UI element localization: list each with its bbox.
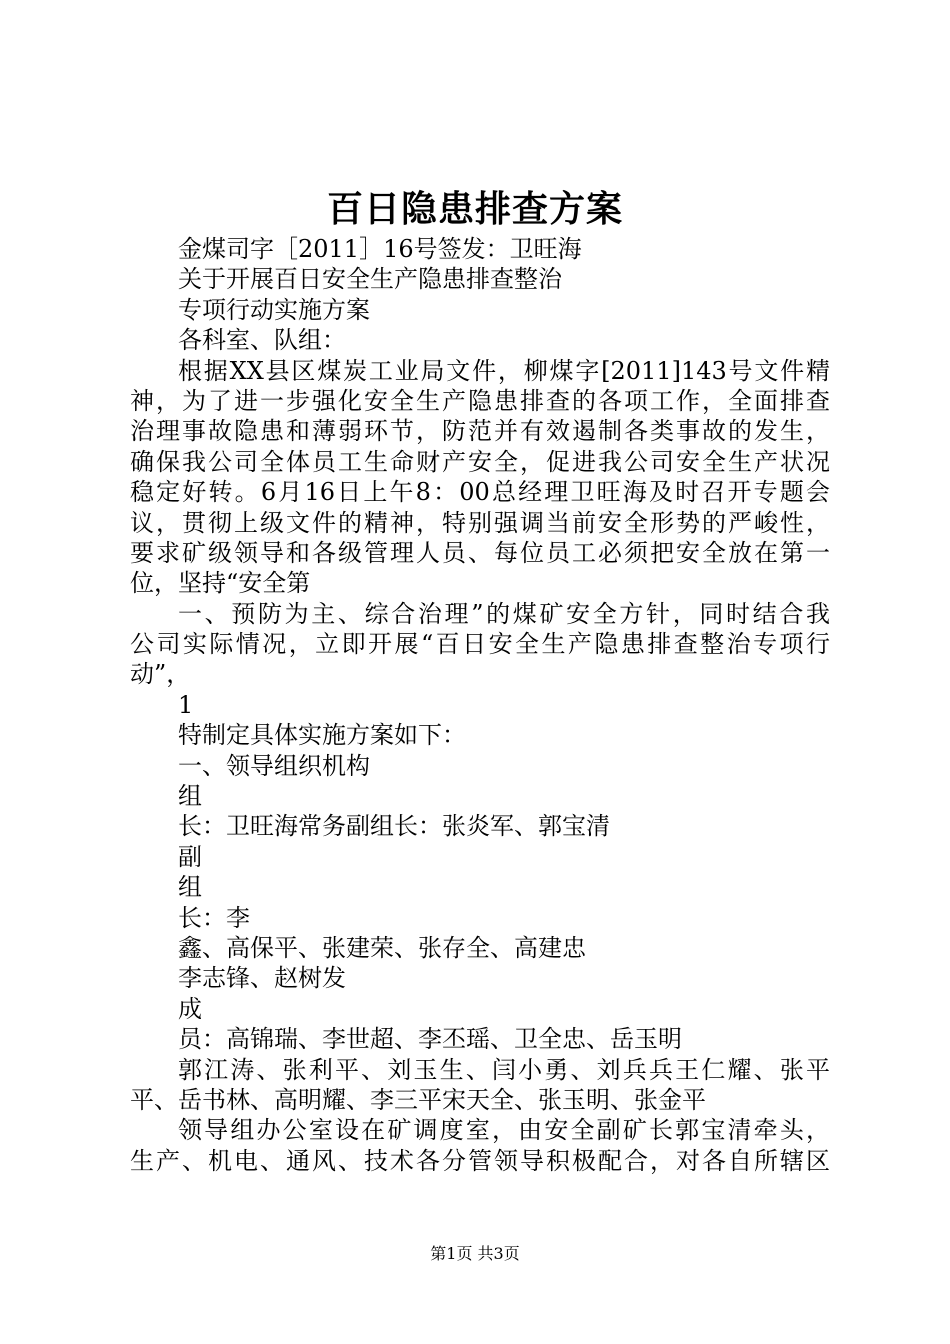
- body-line: 公司实际情况，立即开展“百日安全生产隐患排查整治专项行: [130, 630, 830, 659]
- body-line: 各科室、队组：: [178, 326, 346, 355]
- body-line: 郭江涛、张利平、刘玉生、闫小勇、刘兵兵王仁耀、张平: [178, 1055, 830, 1084]
- body-line: 员：高锦瑞、李世超、李丕瑶、卫全忠、岳玉明: [178, 1025, 682, 1054]
- body-line: 特制定具体实施方案如下：: [178, 721, 466, 750]
- body-line: 确保我公司全体员工生命财产安全，促进我公司安全生产状况: [130, 447, 830, 476]
- body-line: 专项行动实施方案: [178, 295, 370, 324]
- body-line: 关于开展百日安全生产隐患排查整治: [178, 265, 562, 294]
- body-line: 动”，: [130, 660, 191, 689]
- body-line: 成: [178, 994, 202, 1023]
- body-line: 长：卫旺海常务副组长：张炎军、郭宝清: [178, 812, 610, 841]
- body-line: 1: [178, 690, 194, 719]
- document-title: 百日隐患排查方案: [326, 188, 623, 230]
- document-body: [130, 234, 830, 1176]
- body-line: 平、岳书林、高明耀、李三平宋天全、张玉明、张金平: [130, 1085, 706, 1114]
- body-line: 领导组办公室设在矿调度室，由安全副矿长郭宝清牵头，: [178, 1116, 830, 1145]
- body-line: 组: [178, 782, 202, 811]
- body-line: 一、预防为主、综合治理”的煤矿安全方针，同时结合我: [178, 599, 830, 628]
- body-line: 组: [178, 873, 202, 902]
- page-footer: 第1页 共3页: [430, 1244, 520, 1263]
- body-line: 治理事故隐患和薄弱环节，防范并有效遏制各类事故的发生，: [130, 417, 830, 446]
- body-line: 要求矿级领导和各级管理人员、每位员工必须把安全放在第一: [130, 538, 830, 567]
- body-line: 议，贯彻上级文件的精神，特别强调当前安全形势的严峻性，: [130, 508, 830, 537]
- body-line: 长：李: [178, 903, 250, 932]
- body-line: 金煤司字［2011］16号签发：卫旺海: [178, 235, 582, 263]
- body-line: 一、领导组织机构: [178, 751, 370, 780]
- body-line: 副: [178, 842, 202, 871]
- body-line: 鑫、高保平、张建荣、张存全、高建忠: [178, 933, 586, 962]
- body-line: 根据XX县区煤炭工业局文件，柳煤字[2011]143号文件精: [178, 356, 830, 385]
- body-line: 神，为了进一步强化安全生产隐患排查的各项工作，全面排查: [130, 386, 830, 415]
- body-line: 位，坚持“安全第: [130, 569, 311, 598]
- body-line: 李志锋、赵树发: [178, 964, 346, 993]
- body-line: 生产、机电、通风、技术各分管领导积极配合，对各自所辖区: [130, 1146, 830, 1175]
- body-line: 稳定好转。6月16日上午8：00总经理卫旺海及时召开专题会: [130, 478, 830, 507]
